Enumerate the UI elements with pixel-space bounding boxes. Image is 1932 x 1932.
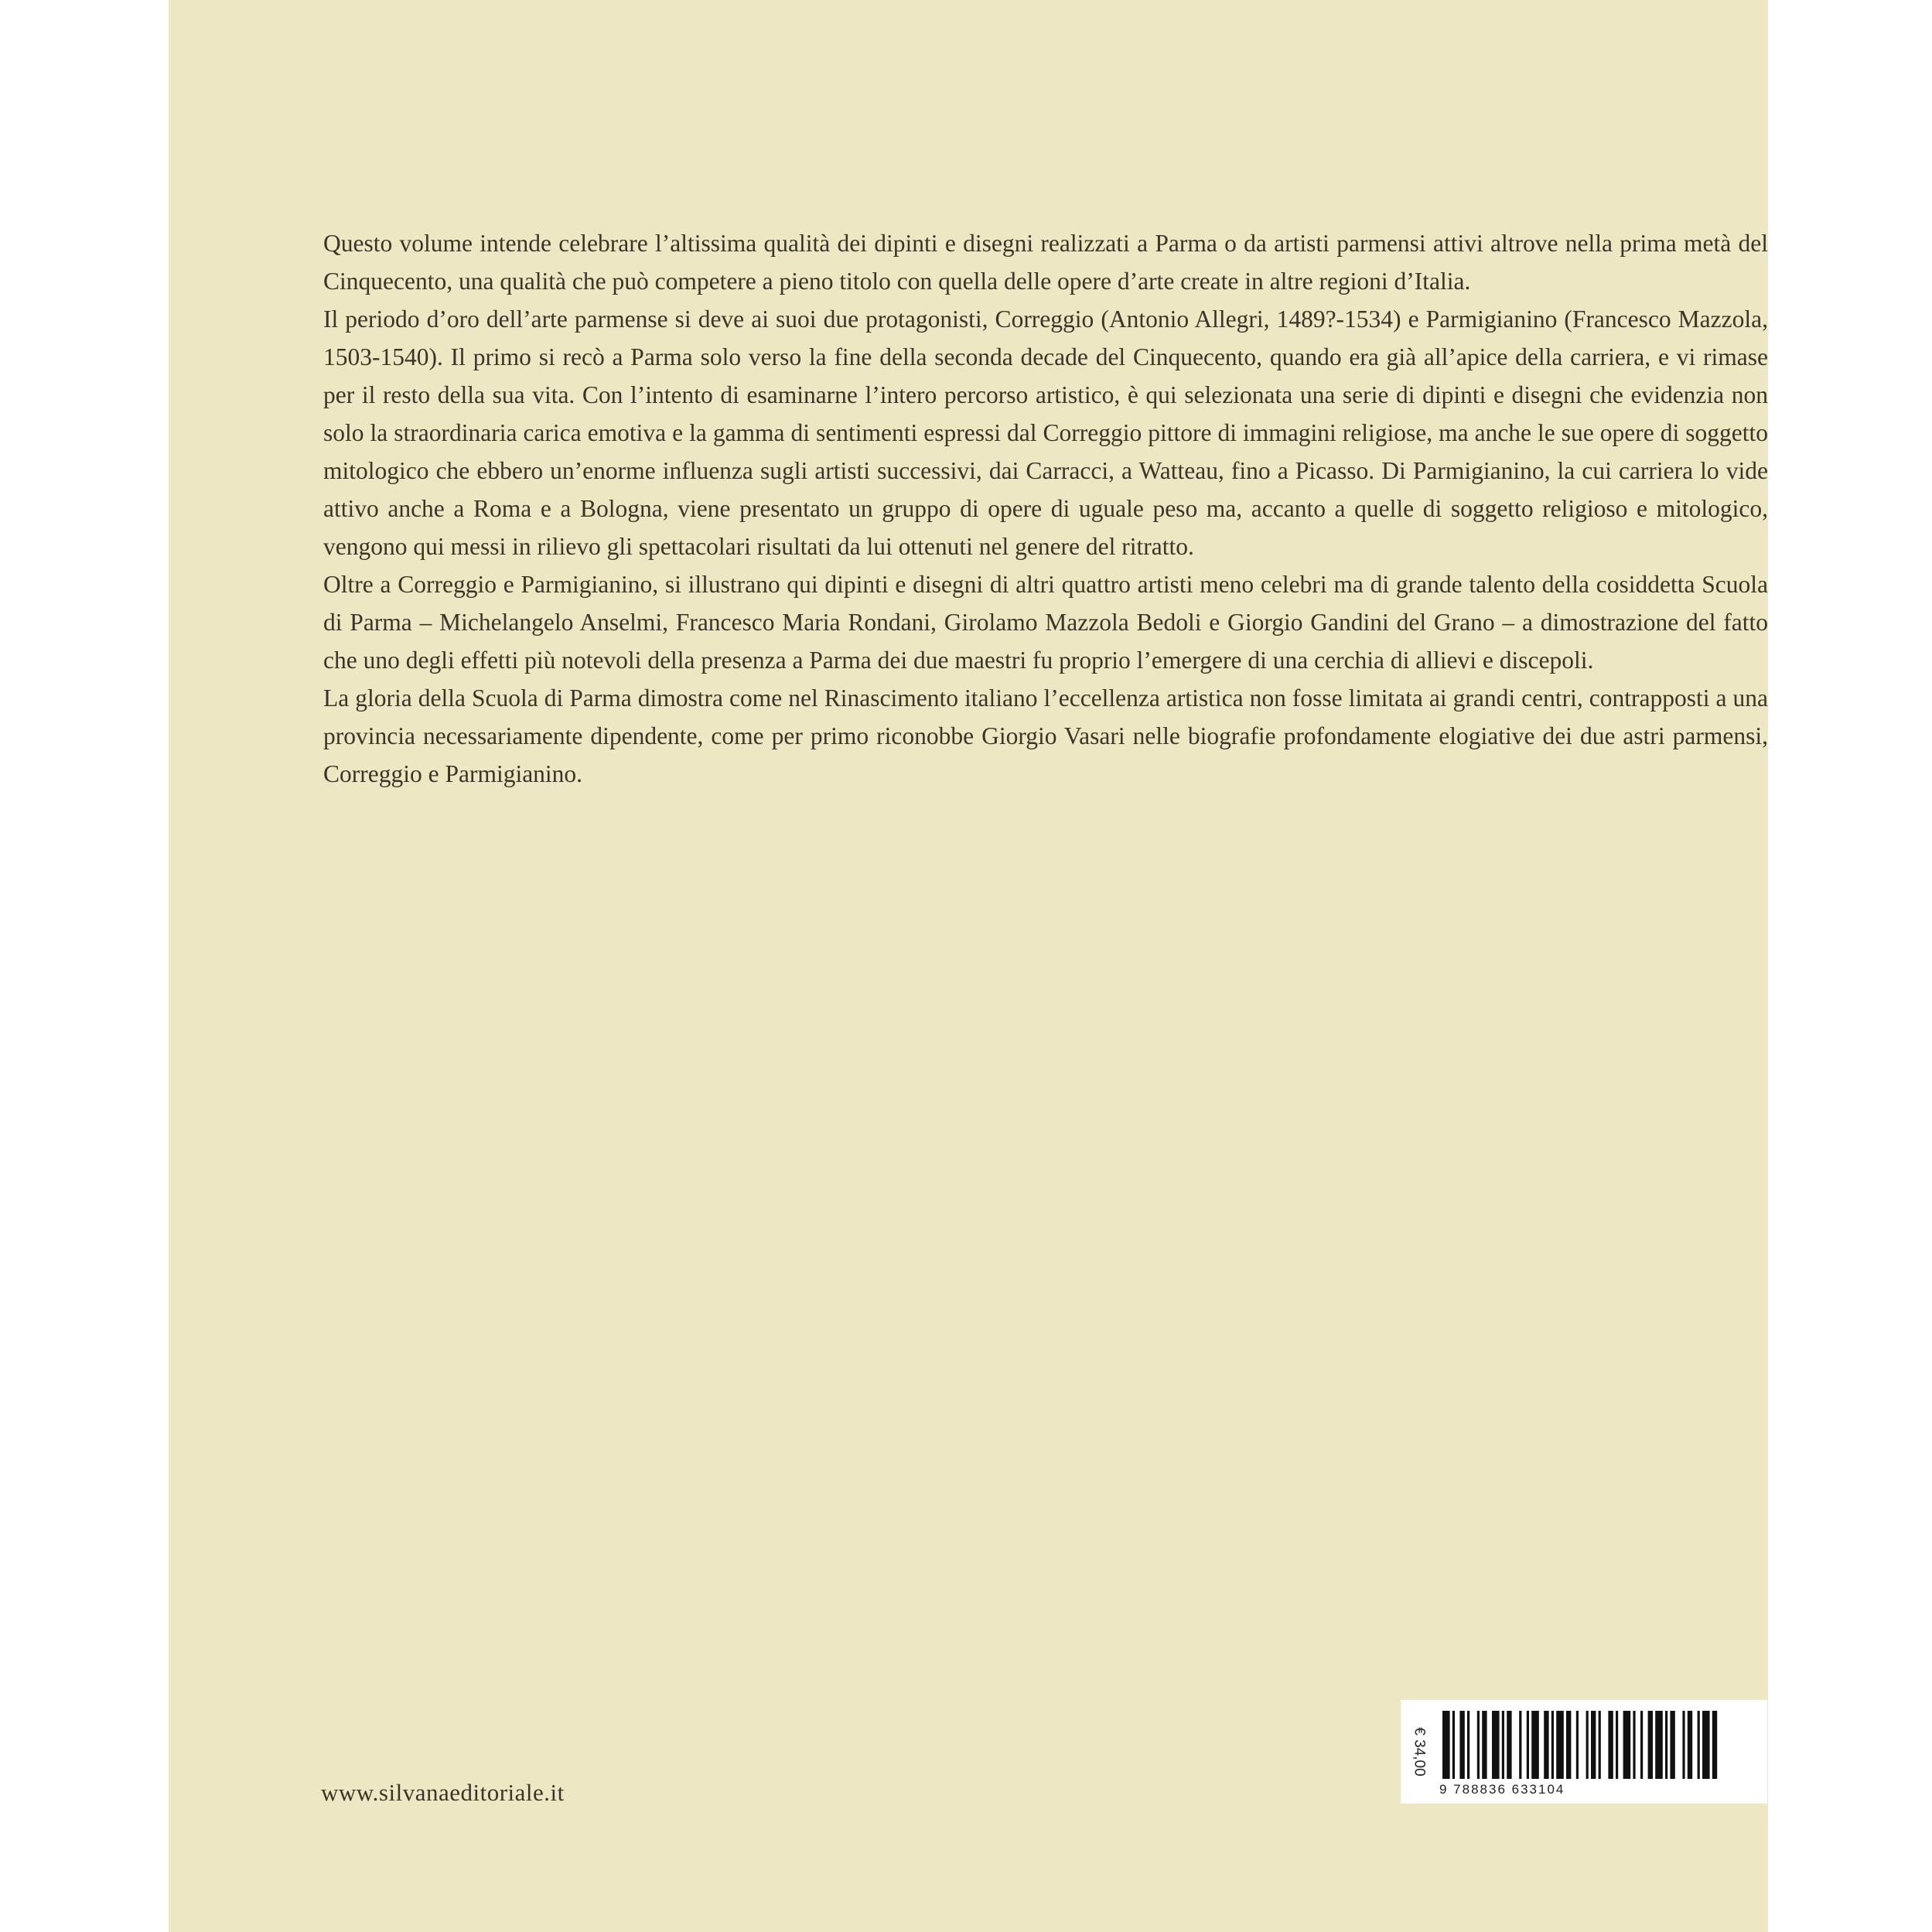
price-text: € 34,00 — [1411, 1727, 1428, 1777]
paragraph-3: Oltre a Correggio e Parmigianino, si illustrano qui dipinti e disegni di altri quattro artisti meno celebri ma di grande talento della cosiddetta Scuola di Parma – Michelangelo Anselmi, Francesco Maria Rondani, Girolamo Mazzola Bedoli e Giorgio Gandini del Grano – a dimostrazione del fatto che uno degli effetti più notevoli della presenza a Parma dei due maestri fu proprio l’emergere di una cerchia di allievi e discepoli. — [323, 571, 1768, 674]
barcode-icon — [1442, 1711, 1760, 1782]
barcode-digits: 9 788836 633104 — [1439, 1782, 1565, 1797]
paragraph-2: Il periodo d’oro dell’arte parmense si deve ai suoi due protagonisti, Correggio (Antonio Allegri, 1489?-1534) e Parmigianino (Francesco Mazzola, 1503-1540). Il primo si recò a Parma solo verso la fine della seconda decade del Cinquecento, quando era già all’apice della carriera, e vi rimase per il resto della sua vita. Con l’intento di esaminarne l’intero percorso artistico, è qui selezionata una serie di dipinti e disegni che evidenzia non solo la straordinaria carica emotiva e la gamma di sentimenti espressi dal Correggio pittore di immagini religiose, ma anche le sue opere di soggetto mitologico che ebbero un’enorme influenza sugli artisti successivi, dai Carracci, a Watteau, fino a Picasso. Di Parmigianino, la cui carriera lo vide attivo anche a Roma e a Bologna, viene presentato un gruppo di opere di uguale peso ma, accanto a quelle di soggetto religioso e mitologico, vengono qui messi in rilievo gli spettacolari risultati da lui ottenuti nel genere del ritratto. — [323, 306, 1768, 560]
price-tag — [1404, 1703, 1435, 1801]
publisher-website[interactable]: www.silvanaeditoriale.it — [321, 1779, 565, 1806]
paragraph-4: La gloria della Scuola di Parma dimostra come nel Rinascimento italiano l’eccellenza artistica non fosse limitata ai grandi centri, contrapposti a una provincia necessariamente dipendente, come per primo riconobbe Giorgio Vasari nelle biografie profondamente elogiative dei due astri parmensi, Correggio e Parmigianino. — [323, 684, 1768, 787]
barcode-label — [1401, 1700, 1767, 1804]
paragraph-1: Questo volume intende celebrare l’altissima qualità dei dipinti e disegni realizzati a Parma o da artisti parmensi attivi altrove nella prima metà del Cinquecento, una qualità che può competere a pieno titolo con quella delle opere d’arte create in altre regioni d’Italia. — [323, 230, 1768, 295]
description-text — [323, 224, 1768, 793]
back-cover — [169, 0, 1768, 1932]
